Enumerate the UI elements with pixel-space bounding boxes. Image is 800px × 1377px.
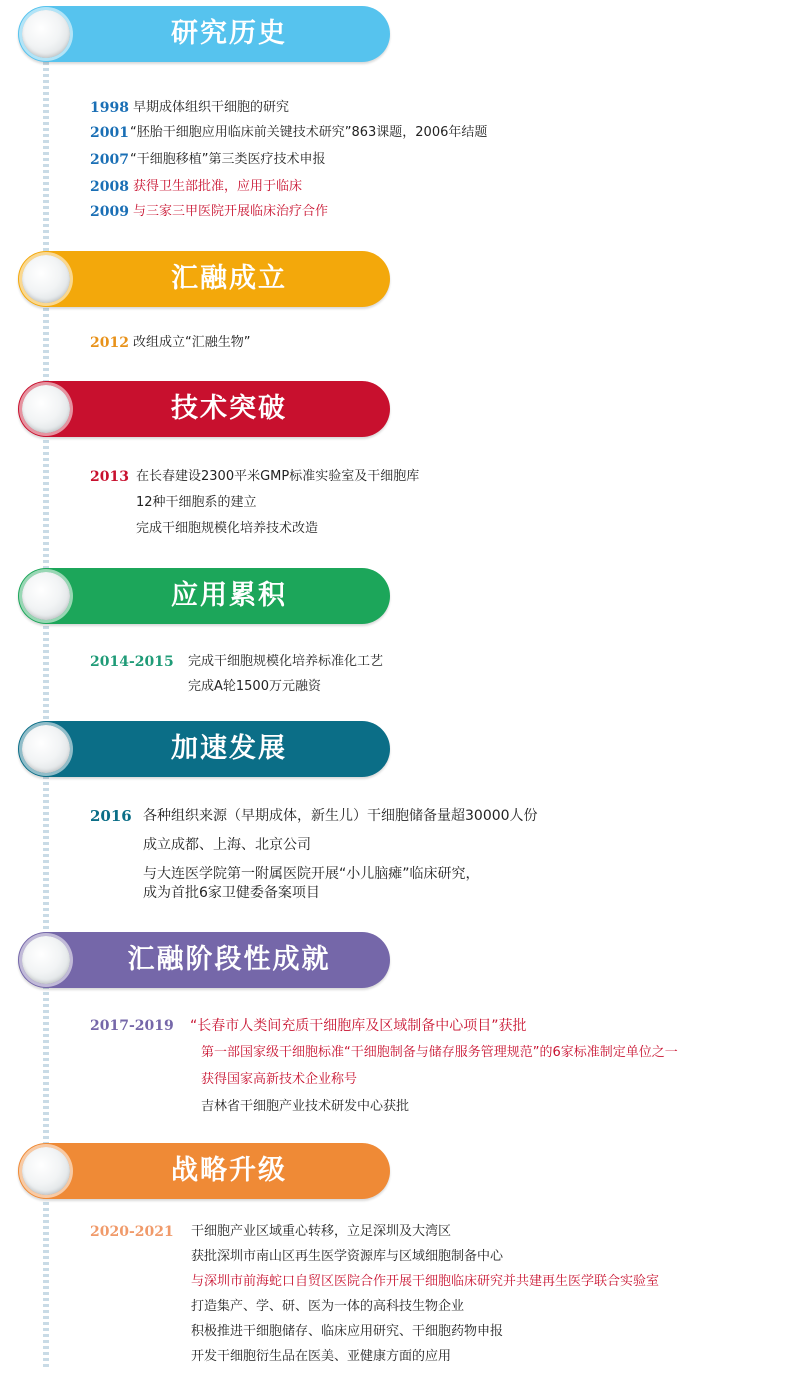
history-text-2001: “胚胎干细胞应用临床前关键技术研究”863课题，2006年结题 [130, 125, 488, 140]
section-title: 技术突破 [171, 393, 287, 424]
section-title: 加速发展 [171, 733, 287, 764]
section-title: 战略升级 [171, 1155, 287, 1186]
strategy-line-2: 获批深圳市南山区再生医学资源库与区域细胞制备中心 [191, 1249, 504, 1264]
history-year-2007: 2007 [90, 152, 129, 168]
acceleration-line-1: 各种组织来源（早期成体，新生儿）干细胞储备量超30000人份 [143, 808, 538, 824]
achievements-line-3: 获得国家高新技术企业称号 [201, 1072, 358, 1087]
acceleration-line-2: 成立成都、上海、北京公司 [143, 837, 311, 853]
breakthrough-line-1: 在长春建设2300平米GMP标准实验室及干细胞库 [136, 469, 420, 484]
history-text-2009: 与三家三甲医院开展临床治疗合作 [133, 204, 329, 219]
section-header-breakthrough [18, 381, 390, 437]
breakthrough-line-3: 完成干细胞规模化培养技术改造 [136, 521, 319, 536]
history-text-2008: 获得卫生部批准，应用于临床 [133, 179, 303, 194]
section-title: 汇融成立 [171, 263, 287, 294]
section-title: 应用累积 [171, 580, 287, 611]
strategy-year: 2020-2021 [90, 1224, 174, 1240]
accumulation-line-1: 完成干细胞规模化培养标准化工艺 [188, 654, 384, 669]
section-header-achievements [18, 932, 390, 988]
acceleration-line-4: 成为首批6家卫健委备案项目 [143, 885, 320, 901]
breakthrough-year: 2013 [90, 469, 129, 485]
founding-year-2012: 2012 [90, 335, 129, 351]
history-year-1998: 1998 [90, 100, 129, 116]
achievements-year: 2017-2019 [90, 1018, 174, 1034]
strategy-line-4: 打造集产、学、研、医为一体的高科技生物企业 [191, 1299, 465, 1314]
strategy-line-1: 干细胞产业区域重心转移，立足深圳及大湾区 [191, 1224, 452, 1239]
acceleration-year: 2016 [90, 807, 132, 825]
acceleration-line-3: 与大连医学院第一附属医院开展“小儿脑瘫”临床研究， [143, 866, 480, 882]
accumulation-year: 2014-2015 [90, 654, 174, 670]
history-year-2009: 2009 [90, 204, 129, 220]
history-text-2007: “干细胞移植”第三类医疗技术申报 [130, 152, 326, 167]
section-header-history [18, 6, 390, 62]
breakthrough-line-2: 12种干细胞系的建立 [136, 495, 257, 510]
achievements-line-4: 吉林省干细胞产业技术研发中心获批 [201, 1099, 410, 1114]
history-year-2008: 2008 [90, 179, 129, 195]
strategy-line-3: 与深圳市前海蛇口自贸区医院合作开展干细胞临床研究并共建再生医学联合实验室 [191, 1274, 660, 1289]
section-header-acceleration [18, 721, 390, 777]
section-header-founding [18, 251, 390, 307]
strategy-line-6: 开发干细胞衍生品在医美、亚健康方面的应用 [191, 1349, 452, 1364]
history-text-1998: 早期成体组织干细胞的研究 [133, 100, 290, 115]
section-header-strategy [18, 1143, 390, 1199]
strategy-line-5: 积极推进干细胞储存、临床应用研究、干细胞药物申报 [191, 1324, 504, 1339]
history-year-2001: 2001 [90, 125, 129, 141]
section-title: 研究历史 [171, 18, 287, 49]
accumulation-line-2: 完成A轮1500万元融资 [188, 679, 321, 694]
section-title: 汇融阶段性成就 [127, 944, 331, 975]
founding-text-2012: 改组成立“汇融生物” [133, 335, 251, 350]
achievements-line-2: 第一部国家级干细胞标准“干细胞制备与储存服务管理规范”的6家标准制定单位之一 [201, 1045, 678, 1060]
section-header-accumulation [18, 568, 390, 624]
achievements-line-1: “长春市人类间充质干细胞库及区域制备中心项目”获批 [190, 1018, 527, 1034]
